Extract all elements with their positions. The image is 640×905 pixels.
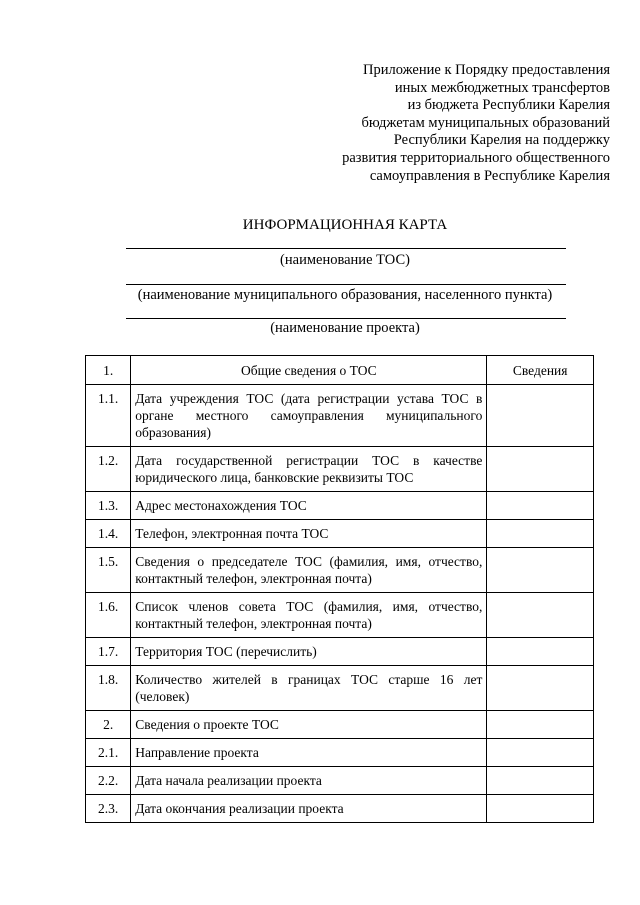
row-value-cell[interactable] — [487, 711, 594, 739]
row-value-cell[interactable] — [487, 638, 594, 666]
table-row — [86, 492, 594, 520]
appendix-line: бюджетам муниципальных образований — [361, 114, 610, 131]
row-num: 2.2. — [86, 767, 131, 795]
appendix-line: Республики Карелия на поддержку — [393, 132, 610, 149]
row-num: 1.5. — [86, 548, 131, 593]
appendix-line: Приложение к Порядку предоставления — [363, 62, 610, 78]
row-num: 1.2. — [86, 447, 131, 492]
tos-name-caption: (наименование ТОС) — [280, 252, 410, 268]
row-num: 2.1. — [86, 739, 131, 767]
row-desc: Сведения о проекте ТОС — [131, 711, 487, 739]
table-row — [86, 520, 594, 548]
header-val: Сведения — [487, 356, 594, 385]
table-row — [86, 711, 594, 739]
row-num: 1.1. — [86, 385, 131, 447]
municipality-caption: (наименование муниципального образования, населенного пункта) — [137, 287, 553, 303]
document-title: ИНФОРМАЦИОННАЯ КАРТА — [242, 217, 448, 233]
row-desc: Дата начала реализации проекта — [131, 767, 487, 795]
project-line — [126, 318, 566, 319]
table-row — [86, 767, 594, 795]
project-caption: (наименование проекта) — [270, 320, 420, 336]
table-row — [86, 739, 594, 767]
row-value-cell[interactable] — [487, 739, 594, 767]
row-desc: Дата государственной регистрации ТОС в качестве юридического лица, банковские реквизиты ТОС — [131, 447, 487, 492]
row-value-cell[interactable] — [487, 385, 594, 447]
info-table — [85, 355, 594, 823]
row-num: 2. — [86, 711, 131, 739]
row-value-cell[interactable] — [487, 666, 594, 711]
table-header-row — [86, 356, 594, 385]
row-value-cell[interactable] — [487, 593, 594, 638]
row-num: 1.6. — [86, 593, 131, 638]
row-value-cell[interactable] — [487, 492, 594, 520]
tos-name-line — [126, 248, 566, 249]
row-value-cell[interactable] — [487, 795, 594, 823]
row-desc: Территория ТОС (перечислить) — [131, 638, 487, 666]
row-num: 1.4. — [86, 520, 131, 548]
row-num: 1.3. — [86, 492, 131, 520]
row-desc: Адрес местонахождения ТОС — [131, 492, 487, 520]
table-row — [86, 795, 594, 823]
appendix-line: иных межбюджетных трансфертов — [394, 79, 610, 96]
table-row — [86, 385, 594, 447]
row-desc: Телефон, электронная почта ТОС — [131, 520, 487, 548]
appendix-line: развития территориального общественного — [342, 149, 610, 166]
appendix-line: самоуправления в Республике Карелия — [369, 167, 610, 184]
row-desc: Сведения о председателе ТОС (фамилия, имя, отчество, контактный телефон, электронная почта) — [131, 548, 487, 593]
row-value-cell[interactable] — [487, 447, 594, 492]
row-num: 1.7. — [86, 638, 131, 666]
row-desc: Дата окончания реализации проекта — [131, 795, 487, 823]
row-desc: Количество жителей в границах ТОС старше 16 лет (человек) — [131, 666, 487, 711]
appendix-note — [342, 62, 610, 185]
appendix-line: из бюджета Республики Карелия — [407, 97, 610, 114]
table-row — [86, 548, 594, 593]
municipality-line — [126, 284, 566, 285]
header-num: 1. — [86, 356, 131, 385]
row-value-cell[interactable] — [487, 548, 594, 593]
row-num: 1.8. — [86, 666, 131, 711]
row-desc: Дата учреждения ТОС (дата регистрации устава ТОС в органе местного самоуправления муниципального образования) — [131, 385, 487, 447]
table-row — [86, 666, 594, 711]
table-row — [86, 447, 594, 492]
row-desc: Направление проекта — [131, 739, 487, 767]
row-value-cell[interactable] — [487, 767, 594, 795]
row-desc: Список членов совета ТОС (фамилия, имя, отчество, контактный телефон, электронная почта) — [131, 593, 487, 638]
table-row — [86, 593, 594, 638]
row-num: 2.3. — [86, 795, 131, 823]
row-value-cell[interactable] — [487, 520, 594, 548]
table-row — [86, 638, 594, 666]
header-desc: Общие сведения о ТОС — [131, 356, 487, 385]
